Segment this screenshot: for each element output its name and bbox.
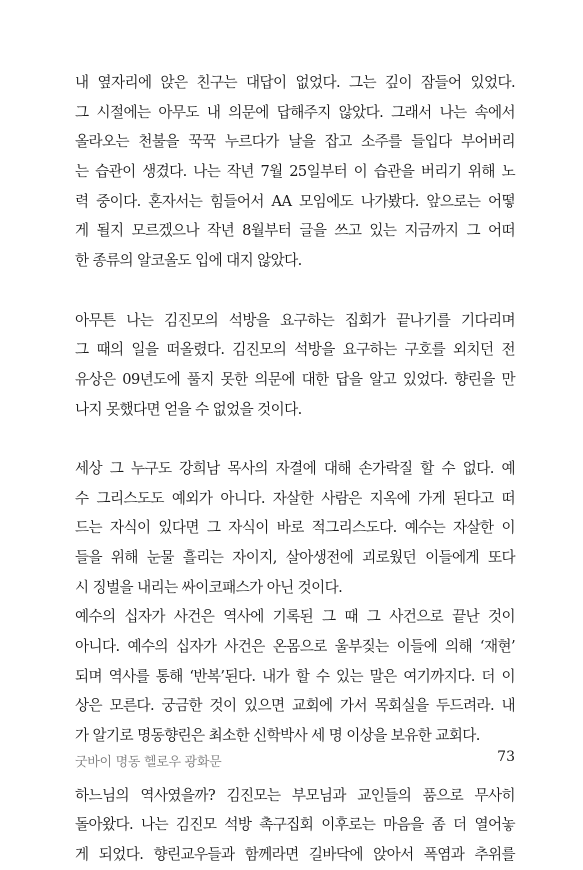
page-number: 73: [497, 749, 515, 765]
paragraph-4: [75, 602, 515, 750]
text-line: 한 종류의 알코올도 입에 대지 않았다.: [75, 252, 302, 270]
body-text: [75, 68, 515, 870]
text-line: 게 될지 모르겠으나 작년 8월부터 글을 쓰고 있는 지금까지 그 어떠: [75, 222, 515, 240]
text-line: 그 시절에는 아무도 내 의문에 답해주지 않았다. 그래서 나는 속에서: [75, 103, 515, 121]
text-line: 나지 못했다면 얻을 수 없었을 것이다.: [75, 400, 302, 418]
running-footer-title: 굿바이 명동 헬로우 광화문: [75, 755, 222, 770]
text-line: 게 되었다. 향린교우들과 함께라면 길바닥에 앉아서 폭염과 추위를: [75, 845, 515, 863]
text-line: 드는 자식이 있다면 그 자식이 바로 적그리스도다. 예수는 자살한 이: [75, 519, 515, 537]
text-line: 올라오는 천불을 꾹꾹 누르다가 날을 잡고 소주를 들입다 부어버리: [75, 133, 515, 151]
text-line: 시 징벌을 내리는 싸이코패스가 아닌 것이다.: [75, 578, 343, 596]
text-line: 돌아왔다. 나는 김진모 석방 촉구집회 이후로는 마음을 좀 더 열어놓: [75, 816, 515, 834]
text-line: 아무튼 나는 김진모의 석방을 요구하는 집회가 끝나기를 기다리며: [75, 311, 515, 329]
text-line: 력 중이다. 혼자서는 힘들어서 AA 모임에도 나가봤다. 앞으로는 어떻: [75, 192, 515, 210]
text-line: 하느님의 역사였을까? 김진모는 부모님과 교인들의 품으로 무사히: [75, 786, 515, 804]
text-line: 들을 위해 눈물 흘리는 자이지, 살아생전에 괴로웠던 이들에게 또다: [75, 549, 515, 566]
text-line: 되며 역사를 통해 ‘반복’된다. 내가 할 수 있는 말은 여기까지다. 더 이: [75, 667, 515, 685]
paragraph-5: [75, 781, 515, 870]
text-line: 가 알기로 명동향린은 최소한 신학박사 세 명 이상을 보유한 교회다.: [75, 727, 480, 745]
text-line: 세상 그 누구도 강희남 목사의 자결에 대해 손가락질 할 수 없다. 예: [75, 459, 515, 477]
text-line: 그 때의 일을 떠올렸다. 김진모의 석방을 요구하는 구호를 외치던 전: [75, 341, 515, 359]
paragraph-gap: [75, 276, 515, 306]
text-line: 아니다. 예수의 십자가 사건은 온몸으로 울부짖는 이들에 의해 ‘재현’: [75, 638, 515, 656]
paragraph-2: [75, 306, 515, 425]
text-line: 예수의 십자가 사건은 역사에 기록된 그 때 그 사건으로 끝난 것이: [75, 608, 515, 626]
text-line: 상은 모른다. 궁금한 것이 있으면 교회에 가서 목회실을 두드려라. 내: [75, 697, 515, 715]
text-line: 는 습관이 생겼다. 나는 작년 7월 25일부터 이 습관을 버리기 위해 노: [75, 163, 515, 181]
paragraph-gap: [75, 424, 515, 454]
text-line: 유상은 09년도에 풀지 못한 의문에 대한 답을 알고 있었다. 향린을 만: [75, 370, 515, 388]
paragraph-3: [75, 454, 515, 602]
text-line: 수 그리스도도 예외가 아니다. 자살한 사람은 지옥에 가게 된다고 떠: [75, 489, 515, 507]
paragraph-1: [75, 68, 515, 276]
text-line: 내 옆자리에 앉은 친구는 대답이 없었다. 그는 깊이 잠들어 있었다.: [75, 74, 515, 91]
